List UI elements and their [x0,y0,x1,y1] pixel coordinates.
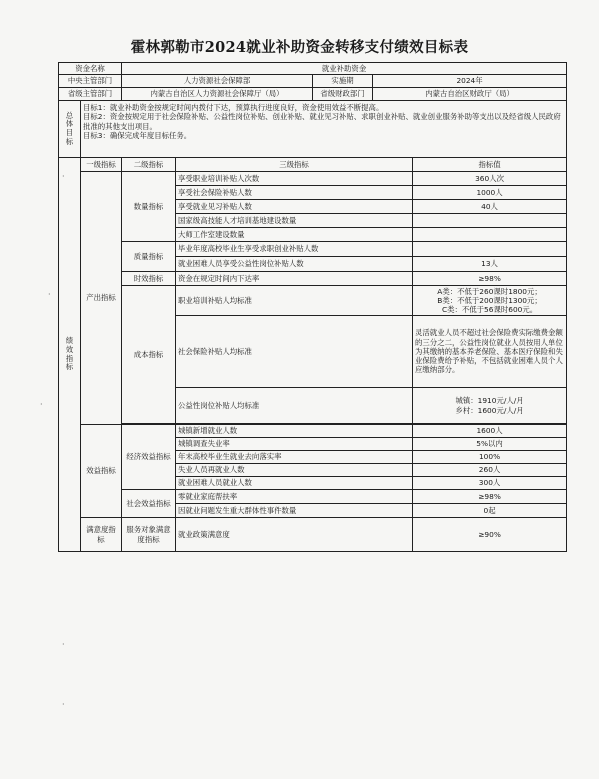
table-row [59,490,567,504]
timeliness-indicator-label: 时效指标 [122,272,176,286]
indicator-name: 失业人员再就业人数 [176,464,413,477]
indicator-name: 城镇调查失业率 [176,438,413,451]
indicator-value: 灵活就业人员不超过社会保险费实际缴费金额的三分之二，公益性岗位就业人员按用人单位为其缴纳的基本养老保险、基本医疗保险和失业保险费给予补贴，不包括就业困难人员个人应缴纳部分。 [413,316,567,388]
output-indicator-label: 产出指标 [81,172,122,425]
indicator-value: 100% [413,451,567,464]
page-title: 霍林郭勒市2024就业补助资金转移支付绩效目标表 [130,39,469,56]
indicator-name: 就业困难人员享受公益性岗位补贴人数 [176,257,413,272]
indicator-value: ≥90% [413,518,567,552]
indicator-value: 13人 [413,257,567,272]
fund-name-label: 资金名称 [59,63,122,75]
table-row [59,272,567,286]
indicator-name: 资金在规定时间内下达率 [176,272,413,286]
table-row [59,286,567,316]
indicator-value: 城镇：1910元/人/月 乡村：1600元/人/月 [413,388,567,424]
indicator-name: 毕业年度高校毕业生享受求职创业补贴人数 [176,242,413,257]
indicator-value [413,228,567,242]
goal-line-1: 目标1：就业补助资金按规定时间内拨付下达，预算执行进度良好，资金使用效益不断提高。 [83,103,384,112]
benefit-indicator-label: 效益指标 [81,425,122,518]
overall-goal-label: 总体目标 [59,101,81,158]
table-row [59,518,567,552]
table-row [59,242,567,257]
goal-line-3: 目标3：确保完成年度目标任务。 [83,130,192,140]
indicator-value: 40人 [413,200,567,214]
scan-mark: · [62,172,65,181]
indicator-name: 大师工作室建设数量 [176,228,413,242]
indicator-value [413,242,567,257]
indicator-name: 享受就业见习补贴人数 [176,200,413,214]
quantity-indicator-label: 数量指标 [122,172,176,242]
performance-target-table [58,62,567,552]
indicator-name: 享受社会保险补贴人数 [176,186,413,200]
indicator-name: 享受职业培训补贴人次数 [176,172,413,186]
period-value: 2024年 [373,75,567,88]
indicator-name: 年末高校毕业生就业去向落实率 [176,451,413,464]
indicator-name: 城镇新增就业人数 [176,425,413,438]
prov-dept-label: 省级主管部门 [59,88,122,101]
scan-mark: · [40,400,43,409]
indicator-name: 社会保险补贴人均标准 [176,316,413,388]
perf-indicator-label: 绩效指标 [59,158,81,552]
scan-mark: · [62,640,65,649]
indicator-value: 1000人 [413,186,567,200]
fund-name-row [59,63,567,75]
quality-indicator-label: 质量指标 [122,242,176,272]
level3-header: 三级指标 [176,158,413,172]
table-row [59,425,567,438]
service-satisfaction-label: 服务对象满意度指标 [122,518,176,552]
economic-indicator-label: 经济效益指标 [122,425,176,490]
indicator-value: 0起 [413,504,567,518]
value-header: 指标值 [413,158,567,172]
indicator-name: 因就业问题发生重大群体性事件数量 [176,504,413,518]
cost-indicator-label: 成本指标 [122,286,176,424]
social-indicator-label: 社会效益指标 [122,490,176,518]
indicator-value: A类：不低于260课时1800元； B类：不低于200课时1300元； C类：不低于56课时600元。 [413,286,567,316]
period-label: 实施期 [313,75,373,88]
indicator-name: 公益性岗位补贴人均标准 [176,388,413,424]
table-row [59,172,567,186]
indicator-name: 就业政策满意度 [176,518,413,552]
level2-header: 二级指标 [122,158,176,172]
prov-dept-value: 内蒙古自治区人力资源社会保障厅（局） [122,88,313,101]
scan-mark: · [62,700,65,709]
indicator-value: 1600人 [413,425,567,438]
indicator-header-row [59,158,567,172]
satisfaction-indicator-label: 满意度指标 [81,518,122,552]
overall-goal-row [59,101,567,158]
goal-line-2: 目标2：资金按规定用于社会保险补贴、公益性岗位补贴、创业补贴、就业见习补贴、求职创业补贴、就业创业服务补助等支出以及经省级人民政府批准的其他支出项目。 [83,112,561,131]
central-dept-row [59,75,567,88]
scan-mark: · [48,290,51,299]
indicator-value: ≥98% [413,490,567,504]
prov-dept-row [59,88,567,101]
indicator-name: 职业培训补贴人均标准 [176,286,413,316]
indicator-value: ≥98% [413,272,567,286]
level1-header: 一级指标 [81,158,122,172]
indicator-value: 360人次 [413,172,567,186]
prov-finance-label: 省级财政部门 [313,88,373,101]
prov-finance-value: 内蒙古自治区财政厅（局） [373,88,567,101]
indicator-name: 就业困难人员就业人数 [176,477,413,490]
central-dept-label: 中央主管部门 [59,75,122,88]
indicator-value: 5%以内 [413,438,567,451]
indicator-value: 260人 [413,464,567,477]
indicator-name: 零就业家庭帮扶率 [176,490,413,504]
indicator-name: 国家级高技能人才培训基地建设数量 [176,214,413,228]
indicator-value [413,214,567,228]
overall-goal-text [81,101,567,158]
fund-name-value: 就业补助资金 [122,63,567,75]
indicator-value: 300人 [413,477,567,490]
central-dept-value: 人力资源社会保障部 [122,75,313,88]
